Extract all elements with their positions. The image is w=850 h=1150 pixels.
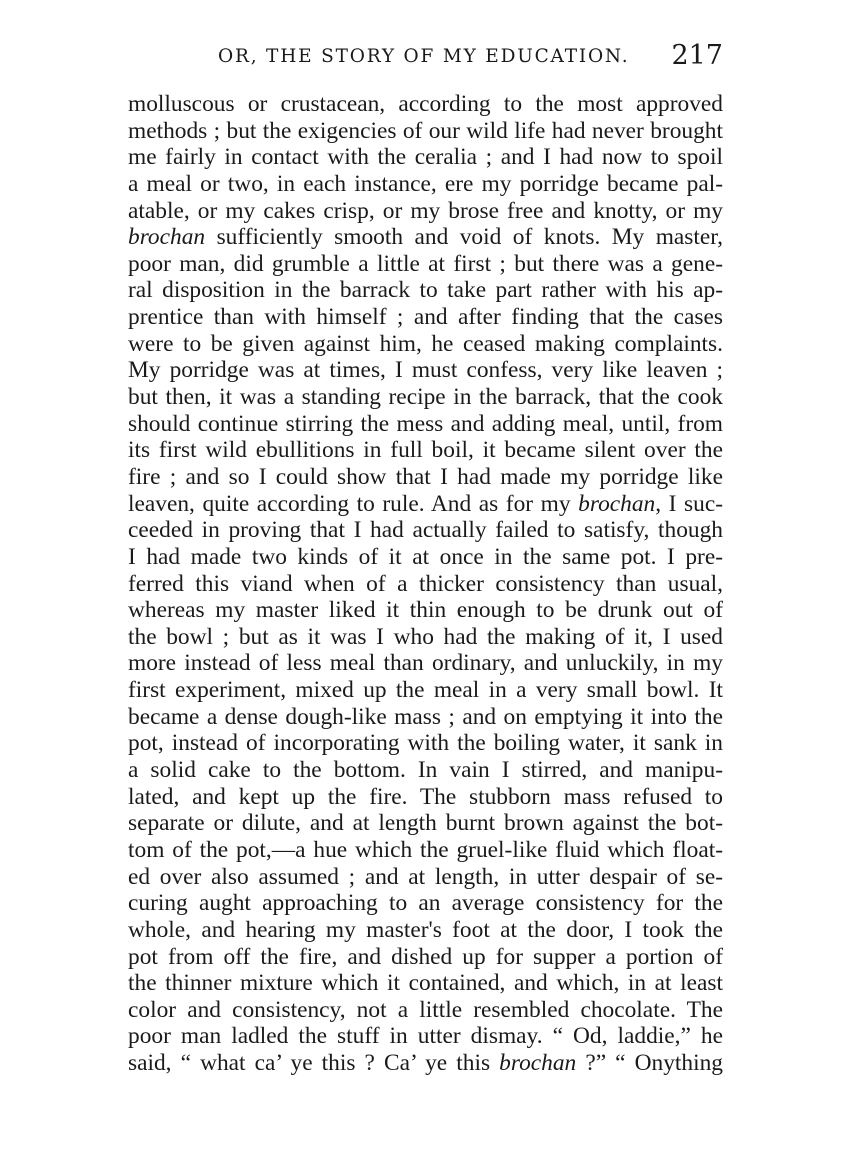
text-line: brochan sufficiently smooth and void of knots. My master,: [128, 224, 723, 251]
body-text: [128, 91, 723, 1077]
text-line: a solid cake to the bottom. In vain I stirred, and manipu-: [128, 757, 723, 784]
text-line: curing aught approaching to an average consistency for the: [128, 890, 723, 917]
text-line: should continue stirring the mess and adding meal, until, from: [128, 410, 723, 437]
text-line: I had made two kinds of it at once in the same pot. I pre-: [128, 543, 723, 570]
text-line: ceeded in proving that I had actually failed to satisfy, though: [128, 517, 723, 544]
text-line: separate or dilute, and at length burnt brown against the bot-: [128, 810, 723, 837]
text-line: molluscous or crustacean, according to the most approved: [128, 91, 723, 117]
text-line: me fairly in contact with the ceralia ; and I had now to spoil: [128, 144, 723, 171]
running-title: OR, THE STORY OF MY EDUCATION.: [218, 46, 630, 67]
text-line: a meal or two, in each instance, ere my porridge became pal-: [128, 170, 723, 197]
text-line: leaven, quite according to rule. And as for my brochan, I suc-: [128, 490, 723, 517]
italic-word: brochan: [128, 224, 206, 251]
text-line: prentice than with himself ; and after finding that the cases: [128, 304, 723, 331]
text-line: whereas my master liked it thin enough to be drunk out of: [128, 597, 723, 624]
text-line: fire ; and so I could show that I had made my porridge like: [128, 463, 723, 490]
text-line: poor man, did grumble a little at first ; but there was a gene-: [128, 250, 723, 277]
text-line: were to be given against him, he ceased making complaints.: [128, 330, 723, 357]
text-line: poor man ladled the stuff in utter dismay. “ Od, laddie,” he: [128, 1023, 723, 1050]
text-line: methods ; but the exigencies of our wild life had never brought: [128, 117, 723, 144]
text-line: tom of the pot,—a hue which the gruel-like fluid which float-: [128, 836, 723, 863]
running-head: [128, 38, 723, 78]
text-line: its first wild ebullitions in full boil, it became silent over the: [128, 437, 723, 464]
text-line: said, “ what ca’ ye this ? Ca’ ye this brochan ?” “ Onything: [128, 1050, 723, 1077]
text-line: more instead of less meal than ordinary, and unluckily, in my: [128, 650, 723, 677]
text-line: but then, it was a standing recipe in the barrack, that the cook: [128, 384, 723, 411]
text-line: the thinner mixture which it contained, and which, in at least: [128, 970, 723, 997]
text-line: whole, and hearing my master's foot at the door, I took the: [128, 916, 723, 943]
italic-word: brochan: [578, 490, 656, 517]
italic-word: brochan: [499, 1050, 577, 1077]
page-number: 217: [671, 40, 723, 71]
text-line: color and consistency, not a little resembled chocolate. The: [128, 996, 723, 1023]
text-line: the bowl ; but as it was I who had the making of it, I used: [128, 623, 723, 650]
text-line: ferred this viand when of a thicker consistency than usual,: [128, 570, 723, 597]
text-line: ed over also assumed ; and at length, in utter despair of se-: [128, 863, 723, 890]
text-line: atable, or my cakes crisp, or my brose free and knotty, or my: [128, 197, 723, 224]
text-line: lated, and kept up the fire. The stubborn mass refused to: [128, 783, 723, 810]
text-line: My porridge was at times, I must confess, very like leaven ;: [128, 357, 723, 384]
text-line: ral disposition in the barrack to take part rather with his ap-: [128, 277, 723, 304]
text-line: pot from off the fire, and dished up for supper a portion of: [128, 943, 723, 970]
text-line: pot, instead of incorporating with the boiling water, it sank in: [128, 730, 723, 757]
text-line: became a dense dough-like mass ; and on emptying it into the: [128, 703, 723, 730]
text-line: first experiment, mixed up the meal in a very small bowl. It: [128, 677, 723, 704]
